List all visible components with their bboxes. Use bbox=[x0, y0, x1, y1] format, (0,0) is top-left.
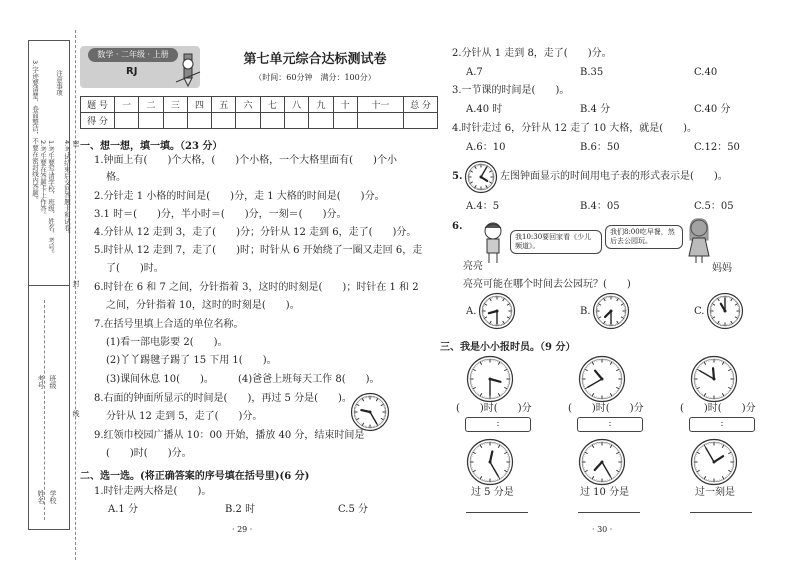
clock-answer-2[interactable]: ( )时( )分 bbox=[568, 403, 644, 414]
clock-q8-icon bbox=[350, 392, 390, 432]
question-8b: 分针从 12 走到 5，走了( )分。 bbox=[106, 411, 263, 422]
score-header: 四 bbox=[187, 97, 211, 113]
choice-6: 亮亮可能在哪个时间去公园玩？( ) bbox=[463, 279, 631, 290]
clock-answer-1[interactable]: ( )时( )分 bbox=[456, 403, 532, 414]
after-label-1: 过 5 分是 bbox=[471, 487, 514, 498]
question-7-1: (1)看一部电影要 2( )。 bbox=[106, 337, 228, 348]
clock-r1-2-icon bbox=[578, 355, 626, 403]
clock-answer-3[interactable]: ( )时( )分 bbox=[680, 403, 756, 414]
clock-r2-1-icon bbox=[466, 438, 514, 486]
field-class: 班级 bbox=[49, 375, 57, 389]
speech-bubble-boy: 我10:30要回家看《少儿频道》。 bbox=[510, 230, 602, 254]
field-name: 姓名 bbox=[37, 490, 45, 504]
boy-figure-icon bbox=[480, 222, 506, 264]
choice-2-b[interactable]: B.35 bbox=[580, 67, 604, 78]
question-7: 7.在括号里填上合适的单位名称。 bbox=[94, 319, 244, 330]
seal-line bbox=[75, 30, 76, 560]
notice-4: 4.考试结束后交回答题卡和试卷。 bbox=[63, 140, 71, 238]
notice-title: 注意事项 bbox=[55, 70, 63, 96]
score-header: 九 bbox=[309, 97, 333, 113]
choice-4-a[interactable]: A.6：10 bbox=[466, 142, 506, 153]
score-row bbox=[81, 113, 438, 129]
choice-5-number: 5. bbox=[452, 171, 463, 182]
score-cell[interactable] bbox=[187, 113, 211, 129]
score-cell[interactable] bbox=[260, 113, 284, 129]
banner-subject: 数学 · 二年级 · 上册 bbox=[88, 48, 178, 62]
choice-1-c[interactable]: C.5 分 bbox=[338, 504, 369, 515]
clock-r2-3-icon bbox=[690, 438, 738, 486]
choice-6-c[interactable]: C. bbox=[694, 306, 705, 317]
banner-edition: RJ bbox=[126, 66, 138, 77]
notice-3: 3.字迹要清楚，卷面整洁，不要在密封线内答题。 bbox=[31, 60, 39, 203]
question-4: 4.分针从 12 走到 3，走了( )分；分针从 12 走到 6，走了( )分。 bbox=[94, 227, 417, 238]
answer-line-2[interactable] bbox=[578, 512, 640, 513]
section-1-title: 一、想一想，填一填。（23 分） bbox=[80, 141, 223, 152]
score-cell[interactable] bbox=[284, 113, 308, 129]
fill-line bbox=[44, 300, 45, 520]
score-row-label: 得 分 bbox=[81, 113, 115, 129]
score-header: 三 bbox=[163, 97, 187, 113]
score-cell[interactable] bbox=[212, 113, 236, 129]
strip-divider bbox=[28, 285, 70, 286]
notice-2: 2.考生要在答题卡上作答。 bbox=[39, 140, 47, 218]
seal-mark-3: 线 bbox=[72, 410, 80, 417]
page-subtitle: （时间：60分钟 满分：100分） bbox=[254, 73, 376, 82]
question-8a: 8.右面的钟面所显示的时间是( )，再过 5 分是( )。 bbox=[94, 393, 352, 404]
clock-r1-3-icon bbox=[690, 355, 738, 403]
mother-figure-icon bbox=[686, 218, 712, 264]
choice-6-number: 6. bbox=[452, 221, 463, 232]
score-header: 二 bbox=[139, 97, 163, 113]
choice-5-b[interactable]: B.4：05 bbox=[580, 201, 620, 212]
question-9a: 9.红领巾校园广播从 10：00 开始，播放 40 分，结束时间是 bbox=[94, 430, 365, 441]
name-mom: 妈妈 bbox=[712, 263, 732, 274]
notice-1: 1.考生要写清学校、班级、姓名、考号。 bbox=[47, 140, 55, 257]
section-3-title: 三、我是小小报时员。（9 分） bbox=[440, 342, 576, 353]
after-label-3: 过一刻是 bbox=[695, 487, 735, 498]
clock-r2-2-icon bbox=[578, 438, 626, 486]
seal-mark-2: 封 bbox=[72, 280, 80, 287]
clock-r1-1-icon bbox=[466, 355, 514, 403]
score-cell[interactable] bbox=[309, 113, 333, 129]
choice-2: 2.分针从 1 走到 8，走了( )分。 bbox=[452, 48, 612, 59]
score-cell[interactable] bbox=[139, 113, 163, 129]
question-1b: 格。 bbox=[106, 172, 126, 183]
pencil-mascot-icon bbox=[172, 52, 204, 90]
score-cell[interactable] bbox=[163, 113, 187, 129]
clock-6c-icon bbox=[706, 292, 744, 330]
choice-5: 左图钟面显示的时间用电子表的形式表示是( )。 bbox=[500, 171, 728, 182]
score-header: 总 分 bbox=[404, 97, 438, 113]
page-title: 第七单元综合达标测试卷 bbox=[243, 52, 387, 67]
question-7-4: (4)爸爸上班每天工作 8( )。 bbox=[238, 374, 380, 385]
clock-6a-icon bbox=[478, 292, 516, 330]
choice-2-c[interactable]: C.40 bbox=[694, 67, 718, 78]
choice-4-c[interactable]: C.12：50 bbox=[694, 142, 740, 153]
digital-box-2[interactable]: : bbox=[577, 417, 643, 432]
section-2-title: 二、选一选。(将正确答案的序号填在括号里)(6 分) bbox=[80, 471, 310, 482]
field-school: 学校 bbox=[49, 490, 57, 504]
digital-box-3[interactable]: : bbox=[689, 417, 755, 432]
score-header: 六 bbox=[236, 97, 260, 113]
choice-1: 1.时针走两大格是( )。 bbox=[94, 486, 212, 497]
question-6b: 之间，分针指着 10，这时的时刻是( )。 bbox=[106, 300, 300, 311]
field-number: 考号 bbox=[37, 375, 45, 389]
answer-line-3[interactable] bbox=[690, 512, 752, 513]
score-cell[interactable] bbox=[333, 113, 357, 129]
score-cell[interactable] bbox=[115, 113, 139, 129]
question-2: 2.分针走 1 小格的时间是( )分，走 1 大格的时间是( )分。 bbox=[94, 191, 385, 202]
page-number-right: · 30 · bbox=[592, 525, 613, 534]
digital-box-1[interactable]: : bbox=[465, 417, 531, 432]
speech-bubble-mom: 我们8:00吃早餐，然后去公园玩。 bbox=[605, 225, 683, 249]
clock-6b-icon bbox=[592, 292, 630, 330]
choice-4: 4.时针走过 6，分针从 12 走了 10 大格，就是( )。 bbox=[452, 123, 698, 134]
score-cell[interactable] bbox=[357, 113, 403, 129]
choice-5-c[interactable]: C.5：05 bbox=[694, 201, 734, 212]
choice-6-a[interactable]: A. bbox=[466, 306, 477, 317]
choice-6-b[interactable]: B. bbox=[580, 306, 591, 317]
score-header: 七 bbox=[260, 97, 284, 113]
question-3: 3.1 时＝( )分，半小时＝( )分，一刻＝( )分。 bbox=[94, 209, 347, 220]
choice-3: 3.一节课的时间是( )。 bbox=[452, 85, 570, 96]
question-7-2: (2)丫丫踢毽子踢了 15 下用 1( )。 bbox=[106, 355, 277, 366]
score-header: 八 bbox=[284, 97, 308, 113]
choice-3-a[interactable]: A.40 时 bbox=[466, 104, 503, 115]
choice-1-b[interactable]: B.2 时 bbox=[225, 504, 256, 515]
score-header: 五 bbox=[212, 97, 236, 113]
score-cell[interactable] bbox=[404, 113, 438, 129]
after-label-2: 过 10 分是 bbox=[580, 487, 630, 498]
score-header-row bbox=[81, 97, 438, 113]
choice-3-b[interactable]: B.4 分 bbox=[580, 104, 611, 115]
choice-2-a[interactable]: A.7 bbox=[466, 67, 483, 78]
name-boy: 亮亮 bbox=[463, 261, 483, 272]
choice-3-c[interactable]: C.40 分 bbox=[694, 104, 731, 115]
score-header: 十 bbox=[333, 97, 357, 113]
question-5b: 了( )时。 bbox=[106, 263, 164, 274]
score-header: 题 号 bbox=[81, 97, 115, 113]
score-header: 一 bbox=[115, 97, 139, 113]
question-7-3: (3)课间休息 10( )。 bbox=[106, 374, 214, 385]
seal-mark-1: 密 bbox=[72, 140, 80, 147]
score-table bbox=[80, 96, 438, 129]
score-header: 十一 bbox=[357, 97, 403, 113]
question-5a: 5.时针从 12 走到 7，走了( )时；时针从 6 开始绕了一圈又走回 6，走 bbox=[94, 245, 423, 256]
question-9b: ( )时( )分。 bbox=[106, 448, 192, 459]
answer-line-1[interactable] bbox=[466, 512, 528, 513]
score-cell[interactable] bbox=[236, 113, 260, 129]
question-6a: 6.时针在 6 和 7 之间，分针指着 3，这时的时刻是( )；时针在 1 和 2 bbox=[94, 282, 419, 293]
page-number-left: · 29 · bbox=[232, 525, 253, 534]
choice-1-a[interactable]: A.1 分 bbox=[108, 504, 138, 515]
question-1a: 1.钟面上有( )个大格，( )个小格，一个大格里面有( )个小 bbox=[94, 155, 397, 166]
clock-q5-icon bbox=[464, 160, 498, 194]
choice-5-a[interactable]: A.4：5 bbox=[466, 201, 500, 212]
choice-4-b[interactable]: B.6：50 bbox=[580, 142, 620, 153]
